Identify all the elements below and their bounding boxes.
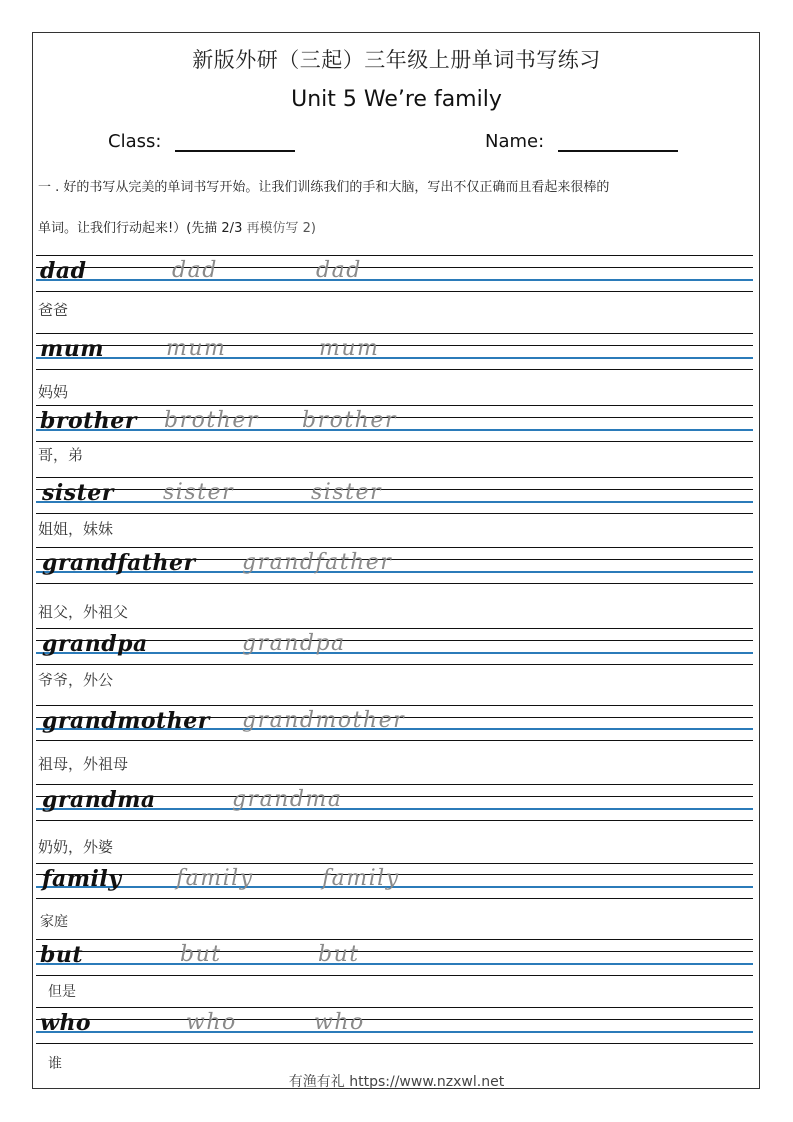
model-word: mum	[40, 336, 105, 362]
instruction-main: 单词。让我们行动起来!）(先描 2/3	[38, 221, 247, 236]
meaning-text: 姐姐，妹妹	[38, 520, 114, 538]
trace-word: sister	[163, 480, 234, 505]
worksheet-title: 新版外研（三起）三年级上册单词书写练习	[192, 48, 601, 72]
trace-word: grandpa	[242, 631, 346, 656]
trace-word: dad	[316, 258, 362, 283]
class-label: Class:	[108, 131, 162, 152]
writing-lines-brother[interactable]	[36, 405, 753, 442]
meaning-text: 妈妈	[38, 383, 69, 401]
instruction-line-1: 一 . 好的书写从完美的单词书写开始。让我们训练我们的手和大脑，写出不仅正确而且看起来很棒的	[38, 180, 610, 195]
meaning-text: 奶奶，外婆	[38, 838, 114, 856]
trace-word: grandfather	[242, 550, 393, 575]
model-word: grandfather	[42, 550, 196, 576]
meaning-text: 但是	[48, 984, 76, 1000]
model-word: dad	[40, 258, 87, 284]
trace-word: mum	[319, 336, 380, 361]
writing-lines-who[interactable]	[36, 1007, 753, 1044]
model-word: brother	[40, 408, 137, 434]
trace-word: brother	[164, 408, 259, 433]
writing-lines-grandpa[interactable]	[36, 628, 753, 665]
instruction-line-2	[38, 217, 316, 236]
model-word: family	[42, 866, 122, 892]
writing-lines-grandma[interactable]	[36, 784, 753, 821]
trace-word: brother	[302, 408, 397, 433]
class-field[interactable]	[175, 150, 295, 152]
model-word: grandmother	[42, 708, 210, 734]
writing-lines-but[interactable]	[36, 939, 753, 976]
name-label: Name:	[485, 131, 545, 152]
model-word: grandpa	[42, 631, 148, 657]
meaning-text: 爸爸	[38, 301, 69, 319]
footer-watermark: 有渔有礼 https://www.nzxwl.net	[288, 1074, 505, 1090]
trace-word: family	[176, 866, 254, 891]
model-word: but	[40, 942, 84, 968]
trace-word: mum	[166, 336, 227, 361]
trace-word: who	[186, 1010, 237, 1035]
meaning-text: 爷爷，外公	[38, 671, 114, 689]
writing-lines-mum[interactable]	[36, 333, 753, 370]
trace-word: family	[322, 866, 400, 891]
trace-word: who	[314, 1010, 365, 1035]
name-field[interactable]	[558, 150, 678, 152]
meaning-text: 谁	[48, 1056, 62, 1072]
model-word: who	[40, 1010, 92, 1036]
writing-lines-grandfather[interactable]	[36, 547, 753, 584]
model-word: sister	[42, 480, 114, 506]
trace-word: grandma	[232, 787, 343, 812]
meaning-text: 祖父，外祖父	[38, 603, 129, 621]
unit-title: Unit 5 We’re family	[291, 87, 502, 112]
writing-lines-family[interactable]	[36, 863, 753, 900]
writing-lines-grandmother[interactable]	[36, 705, 753, 742]
trace-word: but	[180, 942, 222, 967]
writing-lines-sister[interactable]	[36, 477, 753, 514]
meaning-text: 哥，弟	[38, 446, 84, 464]
meaning-text: 家庭	[40, 914, 68, 930]
instruction-muted: 再模仿写 2)	[246, 221, 316, 236]
trace-word: sister	[311, 480, 382, 505]
model-word: grandma	[42, 787, 156, 813]
trace-word: but	[318, 942, 360, 967]
trace-word: dad	[172, 258, 218, 283]
writing-lines-dad[interactable]	[36, 255, 753, 292]
meaning-text: 祖母，外祖母	[38, 755, 129, 773]
trace-word: grandmother	[242, 708, 406, 733]
